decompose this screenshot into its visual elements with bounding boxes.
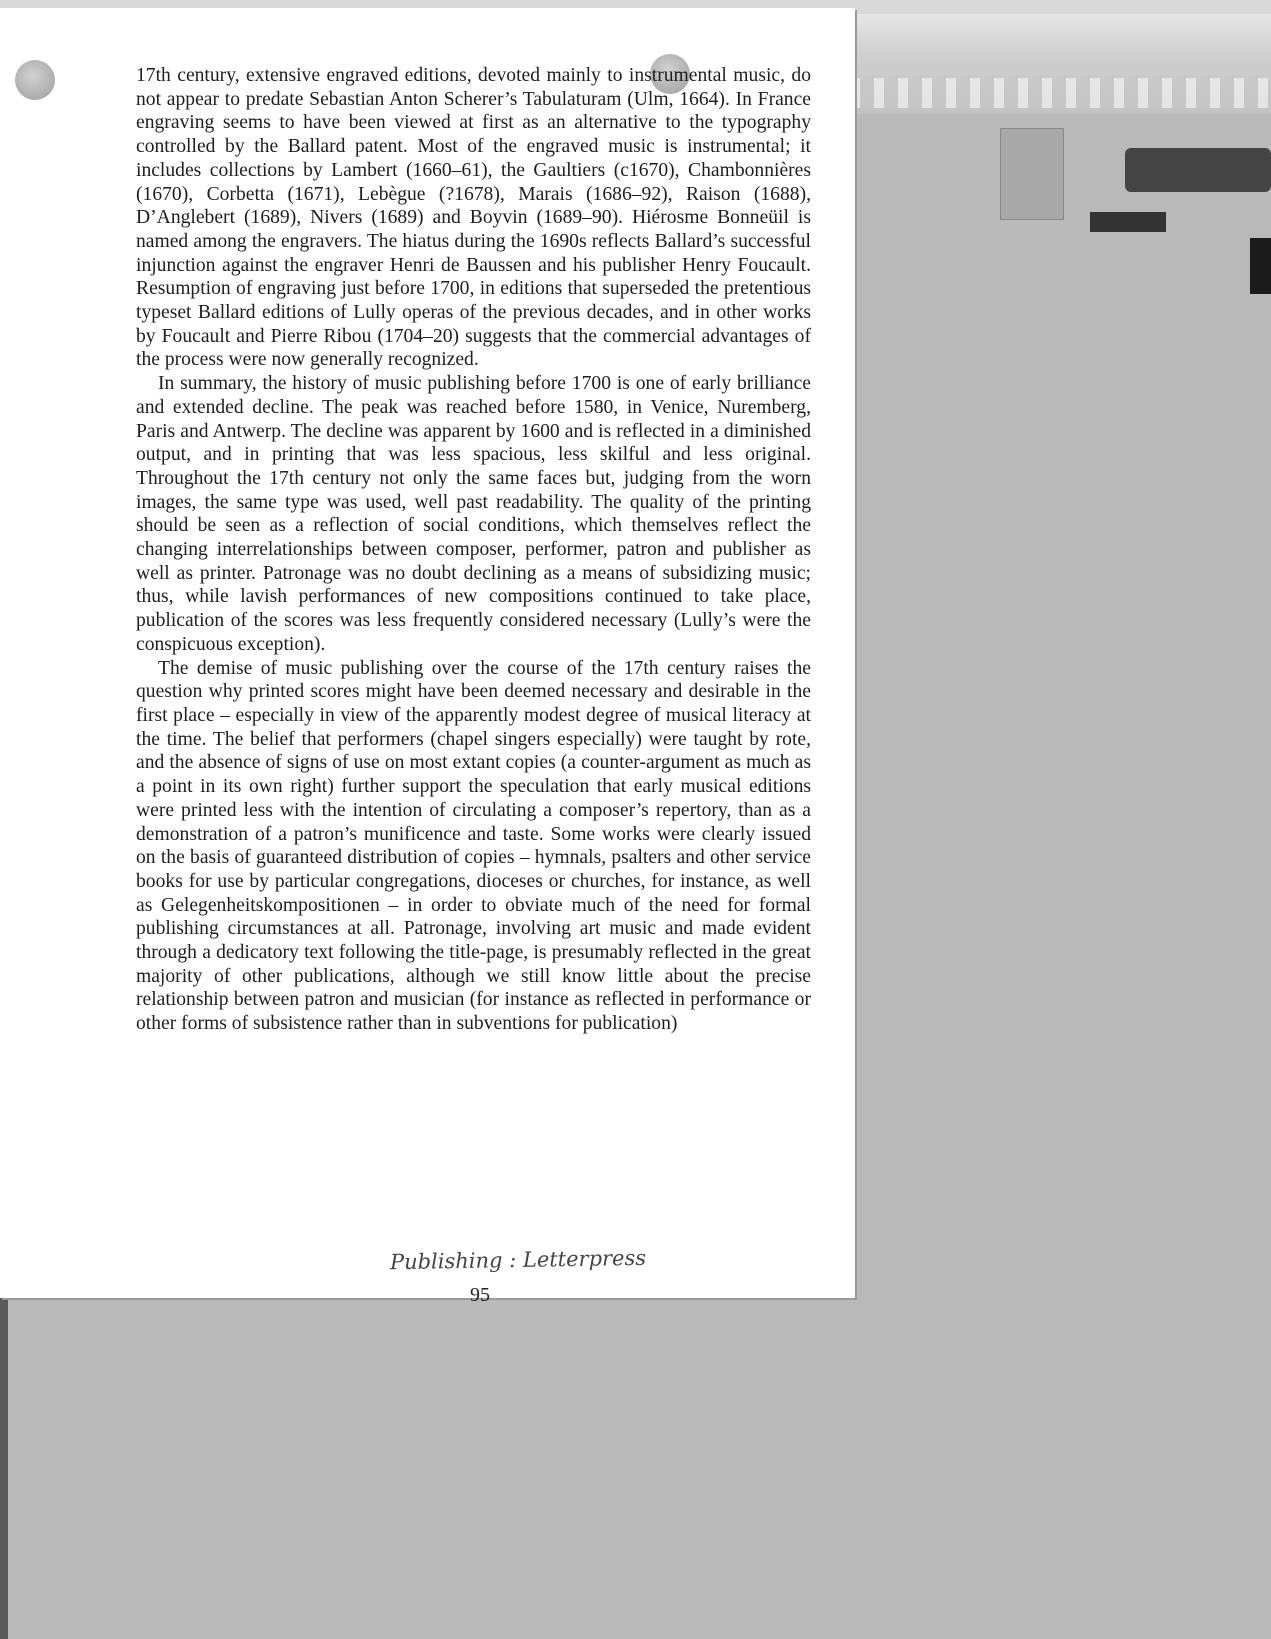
scanner-dark-bar — [1090, 212, 1166, 232]
scanned-page — [0, 8, 855, 1306]
punch-hole — [15, 60, 55, 100]
scanner-left-strip — [0, 1298, 8, 1639]
handwritten-note: Publishing : Letterpress — [389, 1245, 647, 1275]
scanner-background-block — [1000, 128, 1064, 220]
page-number: 95 — [470, 1284, 490, 1306]
paragraph: In summary, the history of music publishing before 1700 is one of early brilliance and extended decline. The peak was reached before 1580, in Venice, Nuremberg, Paris and Antwerp. The decline was apparent by 1600 and is reflected in a diminished output, and in printing that was less spacious, less skilful and less original. Throughout the 17th century not only the same faces but, judging from the worn images, the same type was used, well past readability. The quality of the printing should be seen as a reflection of social conditions, which themselves reflect the changing interrelationships between composer, performer, patron and publisher as well as printer. Patronage was no doubt declining as a means of subsidizing music; thus, while lavish performances of new compositions continued to take place, publication of the scores was less frequently considered necessary (Lully’s were the conspicuous exception). — [136, 373, 811, 655]
paragraph: 17th century, extensive engraved editions, devoted mainly to instrumental music, do not appear to predate Sebastian Anton Scherer’s Tabulaturam (Ulm, 1664). In France engraving seems to have been viewed at first as an alternative to the typography controlled by the Ballard patent. Most of the engraved music is instrumental; it includes collections by Lambert (1660–61), the Gaultiers (c1670), Chambonnières (1670), Corbetta (1671), Lebègue (?1678), Marais (1686–92), Raison (1688), D’Anglebert (1689), Nivers (1689) and Boyvin (1689–90). Hiérosme Bonneüil is named among the engravers. The hiatus during the 1690s reflects Ballard’s successful injunction against the engraver Henri de Baussen and his publisher Henry Foucault. Resumption of engraving just before 1700, in editions that superseded the pretentious typeset Ballard editions of Lully operas of the previous decades, and in other works by Foucault and Pierre Ribou (1704–20) suggests that the commercial advantages of the process were now generally recognized. — [136, 65, 811, 371]
scanner-background-slots — [850, 78, 1271, 108]
scanner-dark-bar-edge — [1250, 238, 1271, 294]
paragraph: The demise of music publishing over the course of the 17th century raises the question why printed scores might have been deemed necessary and desirable in the first place – especially in view of the apparently modest degree of musical literacy at the time. The belief that performers (chapel singers especially) were taught by rote, and the absence of signs of use on most extant copies (a counter-argument as much as a point in its own right) further support the speculation that early musical editions were printed less with the intention of circulating a composer’s repertory, than as a demonstration of a patron’s munificence and taste. Some works were clearly issued on the basis of guaranteed distribution of copies – hymnals, psalters and other service books for use by particular congregations, dioceses or churches, for instance, as well as Gelegenheitskompositionen – in order to obviate much of the need for formal publishing circumstances at all. Patronage, involving art music and made evident through a dedicatory text following the title-page, is presumably reflected in the great majority of other publications, although we still know little about the precise relationship between patron and musician (for instance as reflected in performance or other forms of subsistence rather than in subventions for publication) — [136, 657, 811, 1035]
scanner-roller — [1125, 148, 1271, 192]
body-text — [136, 64, 811, 1036]
